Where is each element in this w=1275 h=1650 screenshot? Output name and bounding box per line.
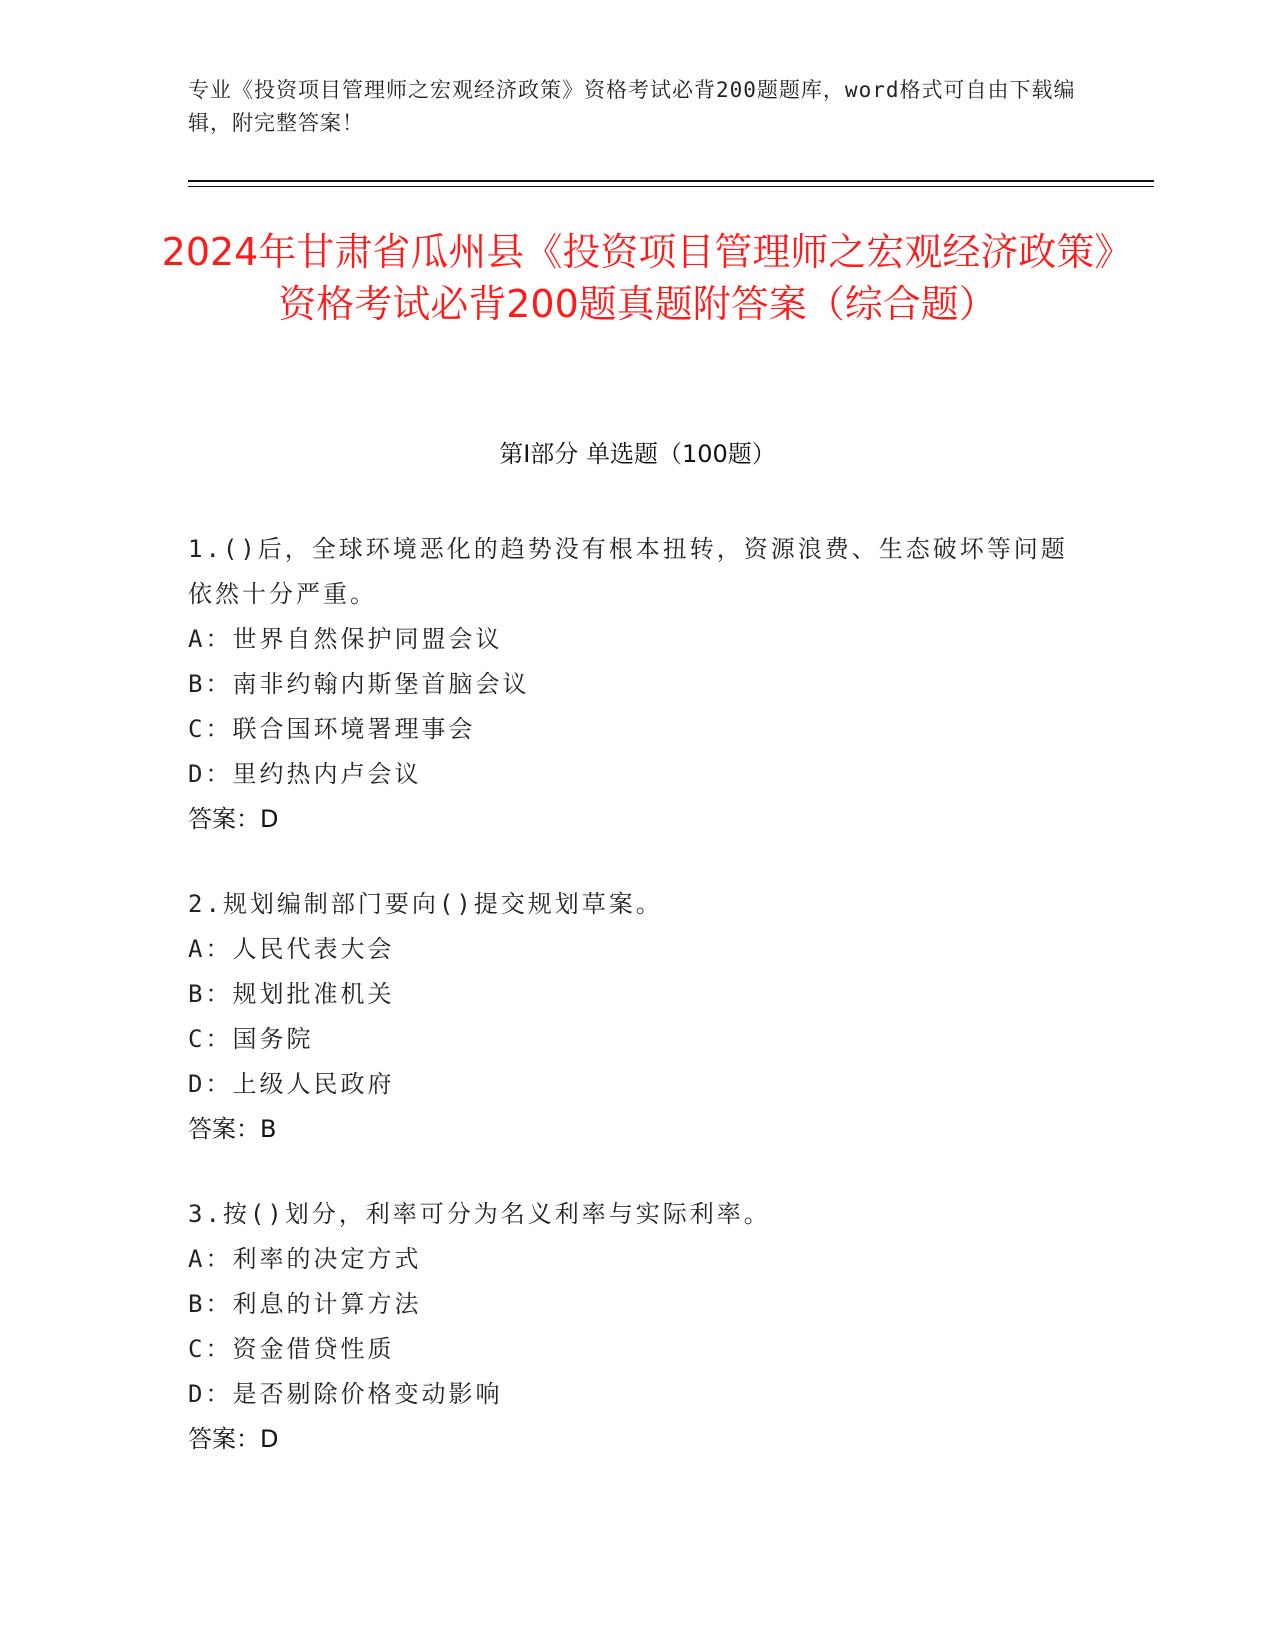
question-item xyxy=(188,1192,1088,1462)
option-a: A：世界自然保护同盟会议 xyxy=(188,625,503,653)
header-note: 专业《投资项目管理师之宏观经济政策》资格考试必背200题题库，word格式可自由下载编辑，附完整答案！ xyxy=(188,78,1076,135)
answer: 答案：D xyxy=(188,1425,279,1453)
header-divider-thin xyxy=(188,186,1154,187)
option-b: B：规划批准机关 xyxy=(188,980,395,1008)
answer: 答案：D xyxy=(188,805,279,833)
option-c: C：资金借贷性质 xyxy=(188,1335,395,1363)
option-d: D：上级人民政府 xyxy=(188,1070,395,1098)
document-title: 2024年甘肃省瓜州县《投资项目管理师之宏观经济政策》资格考试必背200题真题附答案（综合题） xyxy=(161,230,1114,326)
option-b: B：利息的计算方法 xyxy=(188,1290,422,1318)
option-c: C：联合国环境署理事会 xyxy=(188,715,476,743)
question-item xyxy=(188,882,1088,1152)
option-a: A：人民代表大会 xyxy=(188,935,395,963)
question-stem: 3.按()划分，利率可分为名义利率与实际利率。 xyxy=(188,1200,771,1228)
option-b: B：南非约翰内斯堡首脑会议 xyxy=(188,670,530,698)
question-list xyxy=(188,527,1088,1502)
option-c: C：国务院 xyxy=(188,1025,314,1053)
question-stem: 2.规划编制部门要向()提交规划草案。 xyxy=(188,890,663,918)
option-d: D：是否剔除价格变动影响 xyxy=(188,1380,503,1408)
header-divider-thick xyxy=(188,180,1154,182)
section-heading: 第I部分 单选题（100题） xyxy=(499,440,776,468)
option-a: A：利率的决定方式 xyxy=(188,1245,422,1273)
question-stem: 1.()后，全球环境恶化的趋势没有根本扭转，资源浪费、生态破坏等问题依然十分严重。 xyxy=(188,535,1068,608)
question-item xyxy=(188,527,1088,842)
answer: 答案：B xyxy=(188,1115,277,1143)
option-d: D：里约热内卢会议 xyxy=(188,760,422,788)
